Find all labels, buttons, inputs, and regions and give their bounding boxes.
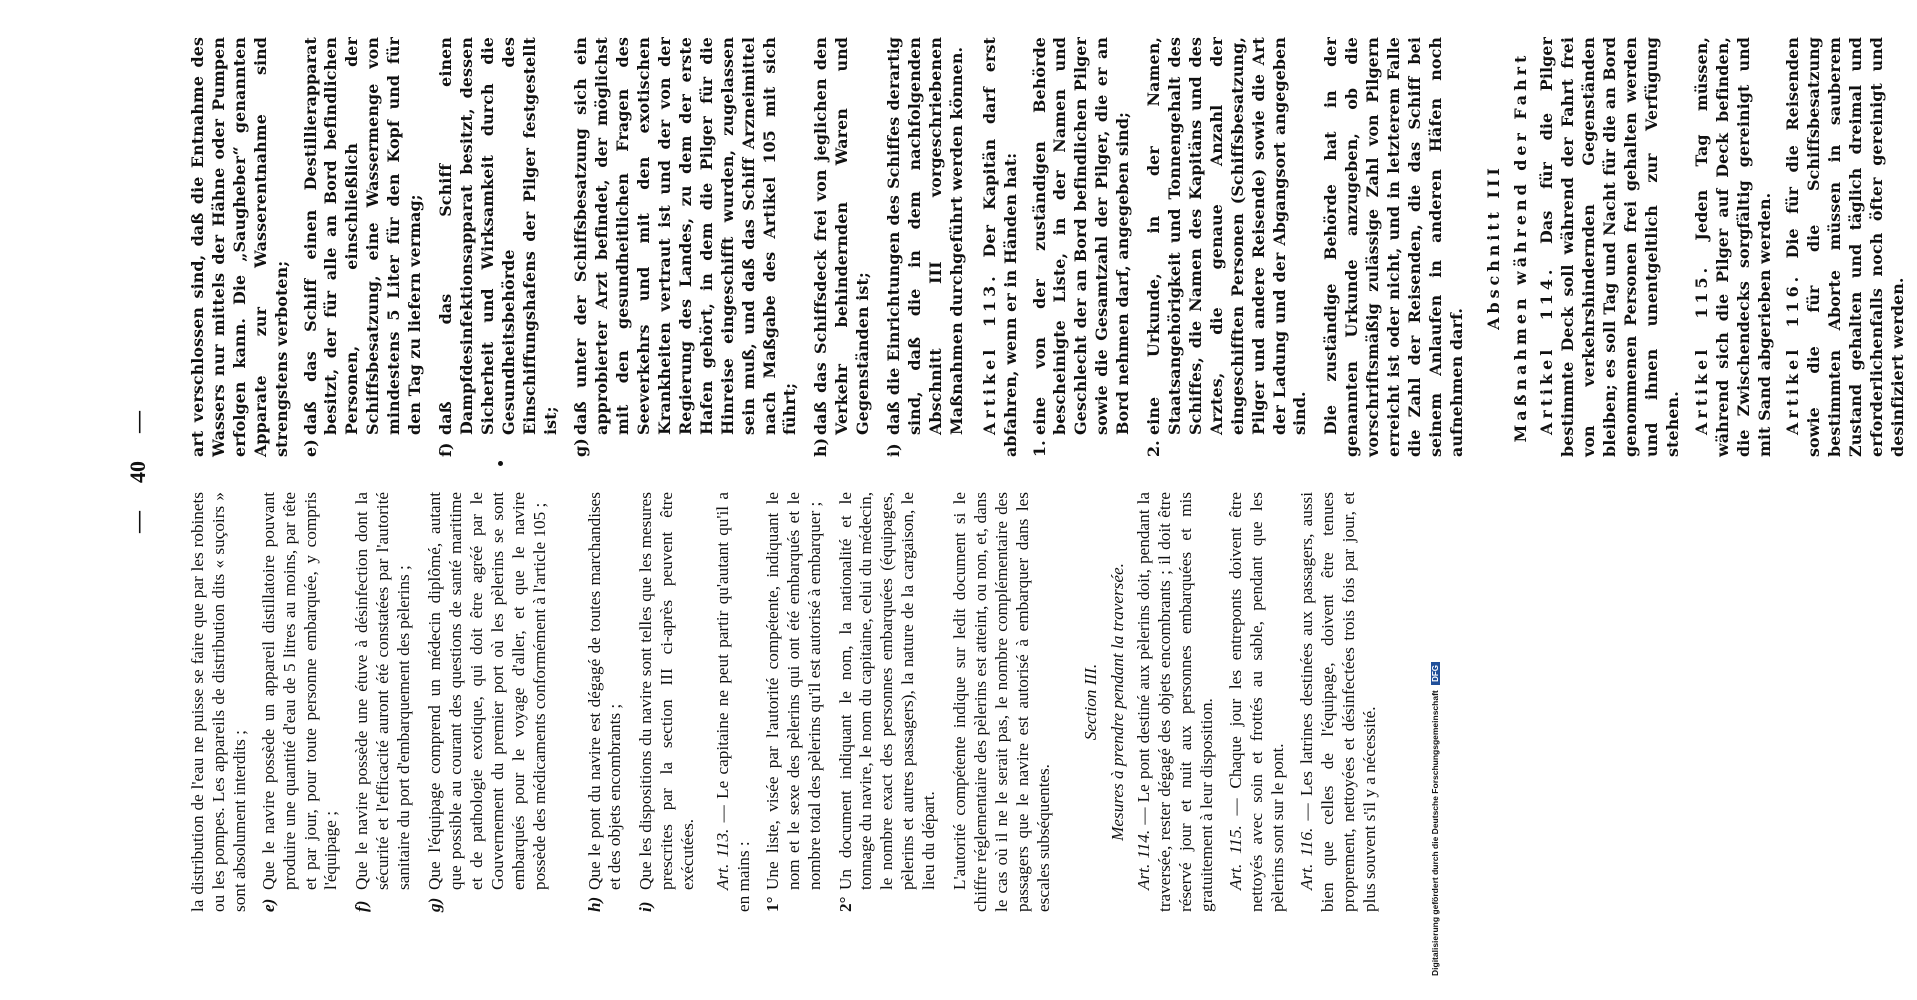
fr-art114-text: — Le pont destiné aux pèlerins doit, pendant la traversée, rester dégagé des objets encombrants ; il doit être réservé jour et nuit aux personnes embarquées et mis gratuitement à leur disposition. bbox=[1134, 491, 1217, 912]
fr-art113-marker: 2° bbox=[835, 896, 855, 912]
de-item-marker: i) bbox=[884, 443, 904, 457]
fr-item-f bbox=[352, 492, 415, 912]
fr-item-text: Que le navire possède une étuve à désinfection dont la sécurité et l'efficacité auront été constatées par l'autorité sanitaire du port d'embarquement des pèlerins ; bbox=[352, 492, 414, 890]
de-item-i bbox=[884, 37, 968, 457]
de-item-f bbox=[436, 37, 561, 457]
de-item-g bbox=[571, 37, 801, 457]
fr-art116-head: Art. 116. bbox=[1296, 827, 1316, 890]
de-art113-text: Der Kapitän darf erst abfahren, wenn er in Händen hat: bbox=[979, 37, 1020, 457]
de-item-e bbox=[301, 37, 426, 457]
header-dash-left: — bbox=[125, 511, 150, 533]
fr-section-sub: Mesures à prendre pendant la traversée. bbox=[1107, 563, 1127, 841]
fr-art113-item-1 bbox=[763, 492, 826, 912]
de-art115-head: Artikel 115. bbox=[1691, 263, 1711, 435]
french-column bbox=[188, 492, 1388, 912]
fr-art113-item-text: Un document indiquant le nom, la nationalité et le tonnage du navire, le nom du capitaine, celui du médecin, le nombre exact des personnes embarquées (équipages, pèlerins et autres passagers), la nature de la cargaison, le lieu du départ. bbox=[835, 492, 939, 890]
fr-item-h bbox=[585, 492, 627, 912]
de-section-sub: Maßnahmen während der Fahrt bbox=[1510, 51, 1530, 443]
de-intro: art verschlossen sind, daß die Entnahme des Wassers nur mittels der Hähne oder Pumpen erfolgen kann. Die „Saugheber“ genannten Apparate zur Wasserentnahme sind strengstens verboten; bbox=[188, 37, 291, 457]
fr-item-i bbox=[636, 492, 699, 912]
fr-art115 bbox=[1226, 492, 1289, 912]
fr-art113-end: L'autorité compétente indique sur ledit document si le chiffre réglementaire des pèlerins est atteint, ou non, et, dans le cas où il ne le serait pas, le nombre complémentaire des passagers que le navire est autorisé à embarquer dans les escales subséquentes. bbox=[950, 492, 1053, 912]
fr-art115-head: Art. 115. bbox=[1226, 825, 1246, 890]
credit-text-wrapper bbox=[1430, 662, 1440, 976]
de-item-marker: h) bbox=[811, 437, 831, 457]
fr-item-text: Que le navire possède un appareil distillatoire pouvant produire une quantité d'eau de 5 litres au moins, par tête et par jour, pour toute personne embarquée, y compris l'équipage ; bbox=[258, 492, 341, 890]
de-item-text: daß unter der Schiffsbesatzung sich ein approbierter Arzt befindet, der möglichst mit den gesundheitlichen Fragen des Seeverkehrs und mit den exotischen Krankheiten vertraut ist und der von der Regierung des Landes, zu dem der erste Hafen gehört, in dem die Pilger für die Hinreise eingeschifft wurden, zugelassen sein muß, und daß das Schiff Arzneimittel nach Maßgabe des Artikel 105 mit sich führt; bbox=[571, 37, 800, 435]
de-art114 bbox=[1537, 37, 1683, 457]
fr-item-marker: i) bbox=[636, 901, 656, 912]
credit-text: Digitalisierung gefördert durch die Deutsche Forschungsgemeinschaft bbox=[1430, 690, 1440, 976]
page-header bbox=[118, 32, 158, 912]
fr-art113 bbox=[713, 492, 755, 912]
fr-item-e bbox=[259, 492, 343, 912]
digitization-credit bbox=[1414, 6, 1440, 986]
de-art116-text: Die für die Reisenden sowie die für die Schiffsbesatzung bestimmten Aborte müssen in sauberem Zustand gehalten und täglich dreimal und erforderlichenfalls noch öfter gereinigt und desinfiziert werden. bbox=[1783, 37, 1907, 457]
de-art116-head: Artikel 116. bbox=[1783, 272, 1803, 435]
fr-art113-head: Art. 113. bbox=[713, 828, 733, 890]
fr-item-marker: f) bbox=[352, 900, 372, 912]
de-art113-item-1 bbox=[1030, 37, 1135, 457]
de-art113-item-text: eine von der zuständigen Behörde bescheinigte Liste, in der Namen und Geschlecht der an Bord befindlichen Pilger sowie die Gesamtzahl der Pilger, die er an Bord nehmen darf, angegeben sind; bbox=[1029, 37, 1133, 435]
de-art113-head: Artikel 113. bbox=[979, 272, 999, 435]
de-item-text: daß das Schiff einen Destillierapparat besitzt, der für alle an Bord befindlichen Personen, einschließlich der Schiffsbesatzung, eine Wassermenge von mindestens 5 Liter für den Kopf und für den Tag zu liefern vermag; bbox=[300, 37, 425, 435]
fr-item-marker: g) bbox=[425, 897, 445, 912]
fr-art113-text: — Le capitaine ne peut partir qu'autant qu'il a en mains : bbox=[713, 492, 753, 912]
page-number: 40 bbox=[125, 461, 150, 483]
de-item-text: daß das Schiff einen Dampfdesinfektionsapparat besitzt, dessen Sicherheit und Wirksamkeit durch die Gesundheitsbehörde des Einschiffungshafens der Pilger festgestellt ist; bbox=[435, 37, 560, 435]
de-item-marker: f) bbox=[435, 442, 455, 457]
german-column bbox=[188, 37, 1917, 457]
de-art113-item-text: eine Urkunde, in der Namen, Staatsangehörigkeit und Tonnengehalt des Schiffes, die Namen des Kapitäns und des Arztes, die genaue Anzahl der eingeschifften Personen (Schiffsbesatzung, Pilger und andere Reisende) sowie die Art der Ladung und der Abgangsort angegeben sind. bbox=[1144, 37, 1310, 435]
de-art113 bbox=[980, 37, 1022, 457]
fr-section-title: Section III. bbox=[1080, 663, 1100, 741]
fr-art113-marker: 1° bbox=[762, 896, 782, 912]
de-art116 bbox=[1783, 37, 1908, 457]
de-art115-text: Jeden Tag müssen, während sich die Pilger auf Deck befinden, die Zwischendecks sorgfältig gereinigt und mit Sand abgerieben werden. bbox=[1691, 37, 1774, 457]
de-art114-head: Artikel 114. bbox=[1537, 265, 1557, 435]
fr-item-text: Que l'équipage comprend un médecin diplômé, autant que possible au courant des questions de santé maritime et de pathologie exotique, qui doit être agréé par le Gouvernement du premier port où les pèlerins se sont embarqués pour le voyage d'aller, et que le navire possède des médicaments conformément à l'article 105 ; bbox=[425, 492, 549, 890]
de-art113-end: Die zuständige Behörde hat in der genannten Urkunde anzugeben, ob die vorschriftsmäßig zulässige Zahl von Pilgern erreicht ist oder nicht, und in letzterem Falle die Zahl der Reisenden, die das Schiff bei seinem Anlaufen in anderen Häfen noch aufnehmen darf. bbox=[1321, 37, 1466, 457]
de-item-marker: e) bbox=[300, 439, 320, 457]
header-dash-right: — bbox=[125, 411, 150, 433]
de-item-text: daß die Einrichtungen des Schiffes derartig sind, daß die in dem nachfolgenden Abschnitt III vorgeschriebenen Maßnahmen durchgeführt werden können. bbox=[884, 37, 966, 435]
fr-art114 bbox=[1134, 492, 1218, 912]
fr-item-marker: e) bbox=[258, 898, 278, 912]
fr-item-g bbox=[425, 492, 550, 912]
fr-item-text: Que le pont du navire est dégagé de toutes marchandises et des objets encombrants ; bbox=[584, 492, 625, 890]
dfg-logo: DFG bbox=[1431, 662, 1440, 685]
de-art114-text: Das für die Pilger bestimmte Deck soll während der Fahrt frei von verkehrshindernden Gegenständen bleiben; es soll Tag und Nacht für die an Bord genommenen Personen frei gehalten werden und ihnen unentgeltlich zur Verfügung stehen. bbox=[1537, 37, 1682, 457]
de-art113-marker: 1. bbox=[1029, 440, 1049, 457]
margin-dot bbox=[498, 461, 503, 466]
de-item-marker: g) bbox=[571, 438, 591, 457]
de-item-h bbox=[811, 37, 874, 457]
fr-art114-head: Art. 114. bbox=[1134, 829, 1154, 890]
fr-item-marker: h) bbox=[584, 896, 604, 912]
de-art113-marker: 2. bbox=[1144, 440, 1164, 457]
fr-item-text: Que les dispositions du navire sont telles que les mesures prescrites par la section III ci-après peuvent être exécutées. bbox=[636, 492, 698, 890]
fr-art113-item-2 bbox=[836, 492, 941, 912]
de-item-text: daß das Schiffsdeck frei von jeglichen den Verkehr behindernden Waren und Gegenständen ist; bbox=[811, 37, 873, 435]
fr-intro: la distribution de l'eau ne puisse se faire que par les robinets ou les pompes. Les appareils de distribution dits « suçoirs » sont absolument interdits ; bbox=[188, 492, 249, 912]
fr-art113-item-text: Une liste, visée par l'autorité compétente, indiquant le nom et le sexe des pèlerins qui ont été embarqués et le nombre total des pèlerins qu'il est autorisé à embarquer ; bbox=[762, 492, 824, 890]
de-section-title: Abschnitt III bbox=[1483, 164, 1503, 330]
fr-art116 bbox=[1297, 492, 1381, 912]
de-art115 bbox=[1692, 37, 1776, 457]
de-art113-item-2 bbox=[1144, 37, 1311, 457]
fr-art116-text: — Les latrines destinées aux passagers, aussi bien que celles de l'équipage, doivent être tenues proprement, nettoyées et désinfectées trois fois par jour, et plus souvent s'il y a nécessité. bbox=[1296, 492, 1379, 912]
fr-art115-text: — Chaque jour les entreponts doivent être nettoyés avec soin et frottés au sable, pendant que les pèlerins sont sur le pont. bbox=[1226, 491, 1287, 912]
